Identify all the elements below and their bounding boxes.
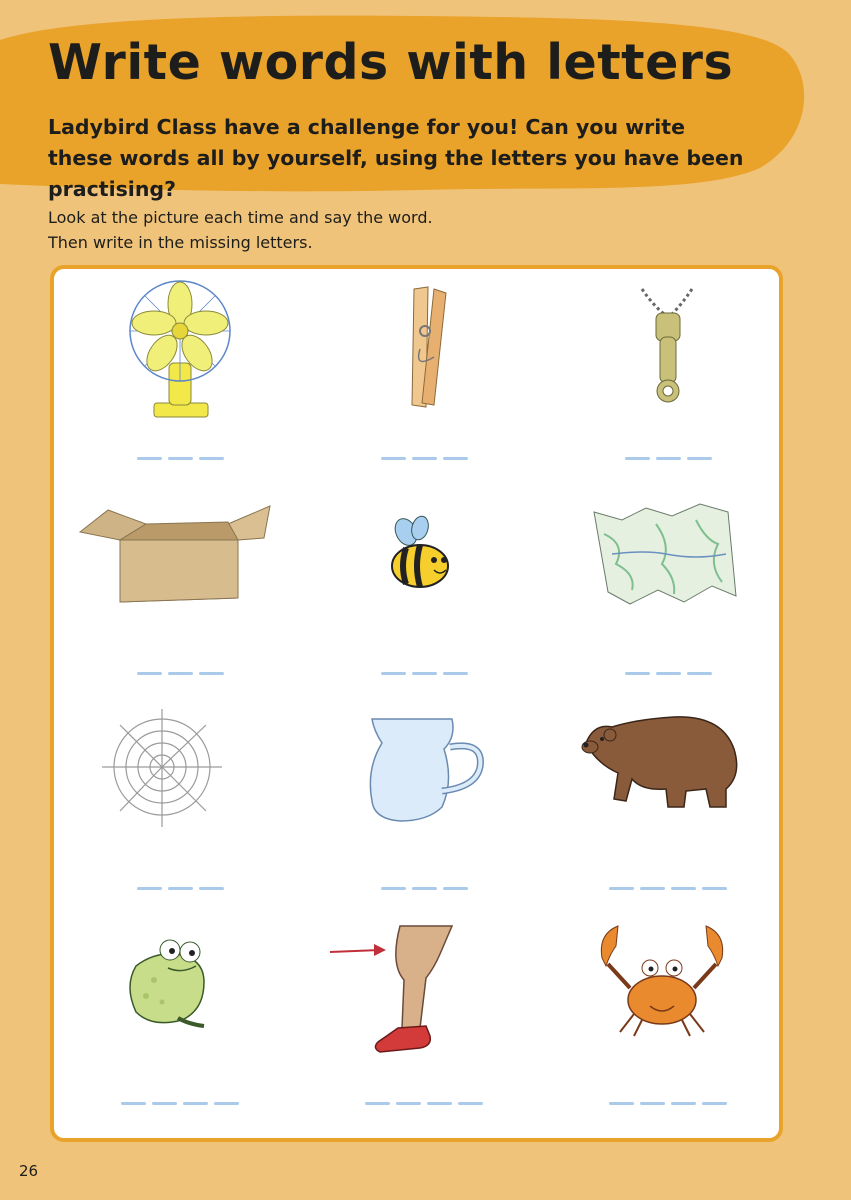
answer-blanks[interactable] [546, 672, 790, 675]
web-icon [58, 709, 302, 859]
bee-icon [302, 494, 546, 644]
answer-blanks[interactable] [302, 887, 546, 890]
word-cell-fan [58, 279, 302, 494]
answer-blanks[interactable] [546, 1102, 790, 1105]
answer-blanks[interactable] [546, 887, 790, 890]
instructions [48, 205, 433, 255]
answer-blanks[interactable] [302, 672, 546, 675]
worksheet-panel [50, 265, 783, 1142]
leg-icon [302, 924, 546, 1074]
jug-icon [302, 709, 546, 859]
map-icon [546, 494, 790, 644]
fan-icon [58, 279, 302, 429]
word-cell-crab [546, 924, 790, 1139]
bear-icon [546, 709, 790, 859]
word-cell-map [546, 494, 790, 709]
page-title: Write words with letters [48, 34, 734, 91]
zip-icon [546, 279, 790, 429]
page-number: 26 [19, 1162, 39, 1180]
answer-blanks[interactable] [302, 457, 546, 460]
word-cell-web [58, 709, 302, 924]
word-cell-peg [302, 279, 546, 494]
answer-blanks[interactable] [302, 1102, 546, 1105]
word-cell-jug [302, 709, 546, 924]
crab-icon [546, 924, 790, 1074]
word-cell-box [58, 494, 302, 709]
answer-blanks[interactable] [58, 887, 302, 890]
intro-text: Ladybird Class have a challenge for you! Can you write these words all by yourself, using the letters you have been practising? [48, 115, 744, 201]
answer-blanks[interactable] [58, 1102, 302, 1105]
word-cell-bear [546, 709, 790, 924]
answer-blanks[interactable] [546, 457, 790, 460]
instruction-line-1: Look at the picture each time and say the word. [48, 208, 433, 227]
word-cell-leg [302, 924, 546, 1139]
instruction-line-2: Then write in the missing letters. [48, 233, 313, 252]
answer-blanks[interactable] [58, 457, 302, 460]
word-cell-bee [302, 494, 546, 709]
word-cell-frog [58, 924, 302, 1139]
word-cell-zip [546, 279, 790, 494]
answer-blanks[interactable] [58, 672, 302, 675]
frog-icon [58, 924, 302, 1074]
peg-icon [302, 279, 546, 429]
box-icon [58, 494, 302, 644]
